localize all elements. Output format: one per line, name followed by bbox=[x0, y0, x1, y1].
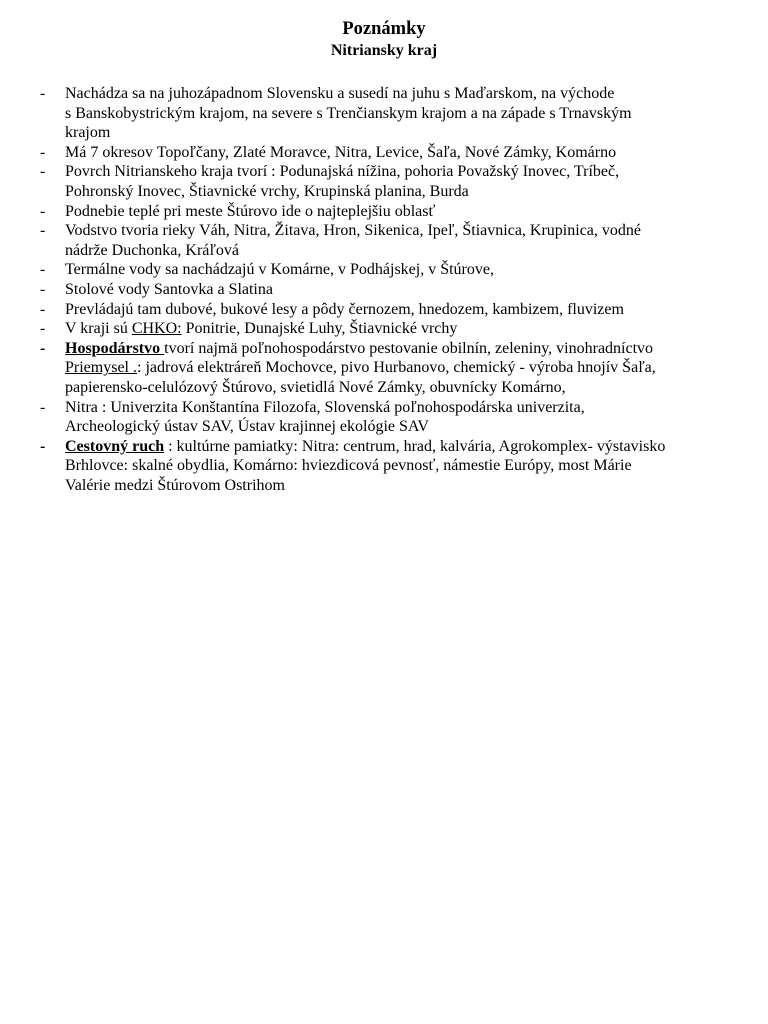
item-text-line: Prevládajú tam dubové, bukové lesy a pôdy černozem, hnedozem, kambizem, fluvizem bbox=[65, 300, 624, 318]
item-text-line: papierensko-celulózový Štúrovo, svietidlá Nové Zámky, obuvnícky Komárno, bbox=[65, 378, 566, 396]
item-text-line: Má 7 okresov Topoľčany, Zlaté Moravce, Nitra, Levice, Šaľa, Nové Zámky, Komárno bbox=[65, 143, 617, 161]
bullet-dash: - bbox=[40, 280, 46, 298]
item-text-line: Valérie medzi Štúrovom Ostrihom bbox=[65, 476, 285, 494]
item-rest-text: Ponitrie, Dunajské Luhy, Štiavnické vrchy bbox=[181, 320, 458, 338]
item-text-line: Podnebie teplé pri meste Štúrovo ide o najteplejšiu oblasť bbox=[65, 202, 436, 220]
item-text-line: Nitra : Univerzita Konštantína Filozofa, Slovenská poľnohospodárska univerzita, bbox=[65, 398, 585, 416]
list-item bbox=[40, 221, 752, 260]
item-rest-text: : jadrová elektráreň Mochovce, pivo Hurbanovo, chemický - výroba hnojív Šaľa, bbox=[137, 359, 656, 377]
bullet-dash: - bbox=[40, 398, 46, 416]
list-item bbox=[40, 162, 752, 201]
bullet-dash: - bbox=[40, 163, 46, 181]
item-text-line: Stolové vody Santovka a Slatina bbox=[65, 280, 273, 298]
list-item bbox=[40, 319, 752, 339]
list-item bbox=[40, 280, 752, 300]
bullet-dash: - bbox=[40, 437, 46, 455]
list-item bbox=[40, 260, 752, 280]
item-text-line: Vodstvo tvoria rieky Váh, Nitra, Žitava, Hron, Sikenica, Ipeľ, Štiavnica, Krupinica, vodné bbox=[65, 222, 641, 240]
page-subtitle: Nitriansky kraj bbox=[330, 42, 438, 59]
list-item bbox=[40, 398, 752, 437]
item-text-line: nádrže Duchonka, Kráľová bbox=[65, 241, 239, 259]
chko-underlined-label: CHKO: bbox=[131, 320, 182, 338]
bullet-dash: - bbox=[40, 320, 46, 338]
item-rest-text: : kultúrne pamiatky: Nitra: centrum, hrad, kalvária, Agrokomplex- výstavisko bbox=[164, 437, 666, 455]
item-text-line: s Banskobystrickým krajom, na severe s Trenčianskym krajom a na západe s Trnavským bbox=[65, 104, 632, 122]
item-text-line: Nachádza sa na juhozápadnom Slovensku a susedí na juhu s Maďarskom, na východe bbox=[65, 85, 615, 102]
bullet-dash: - bbox=[40, 300, 46, 318]
bullet-dash: - bbox=[40, 143, 46, 161]
page-title: Poznámky bbox=[342, 19, 426, 39]
item-prefix-text: V kraji sú bbox=[65, 320, 132, 338]
cestovny-ruch-heading: Cestovný ruch bbox=[65, 437, 165, 455]
item-text-line bbox=[65, 339, 752, 359]
hospodarstvo-heading: Hospodárstvo bbox=[65, 339, 165, 357]
list-item bbox=[40, 339, 752, 398]
item-rest-text: tvorí najmä poľnohospodárstvo pestovanie obilnín, zeleniny, vinohradníctvo bbox=[164, 339, 654, 357]
item-text-line: krajom bbox=[65, 124, 111, 142]
item-text-line: Archeologický ústav SAV, Ústav krajinnej ekológie SAV bbox=[65, 418, 429, 436]
list-item bbox=[40, 300, 752, 320]
list-item bbox=[40, 84, 752, 143]
item-text-line: Brhlovce: skalné obydlia, Komárno: hviezdicová pevnosť, námestie Európy, most Márie bbox=[65, 457, 632, 475]
bullet-dash: - bbox=[40, 222, 46, 240]
bullet-dash: - bbox=[40, 261, 46, 279]
bullet-dash: - bbox=[40, 339, 46, 357]
item-text-line bbox=[65, 358, 752, 378]
item-text-line bbox=[65, 319, 752, 339]
list-item bbox=[40, 202, 752, 222]
priemysel-label: Priemysel . bbox=[65, 359, 137, 377]
list-item bbox=[40, 437, 752, 496]
bullet-dash: - bbox=[40, 85, 46, 102]
notes-list bbox=[40, 84, 752, 495]
item-text-line bbox=[65, 437, 752, 457]
list-item bbox=[40, 143, 752, 163]
item-text-line: Povrch Nitrianskeho kraja tvorí : Podunajská nížina, pohoria Považský Inovec, Tríbeč, bbox=[65, 163, 620, 181]
item-text-line: Termálne vody sa nachádzajú v Komárne, v Podhájskej, v Štúrove, bbox=[65, 261, 494, 279]
bullet-dash: - bbox=[40, 202, 46, 220]
item-text-line: Pohronský Inovec, Štiavnické vrchy, Krupinská planina, Burda bbox=[65, 182, 469, 200]
